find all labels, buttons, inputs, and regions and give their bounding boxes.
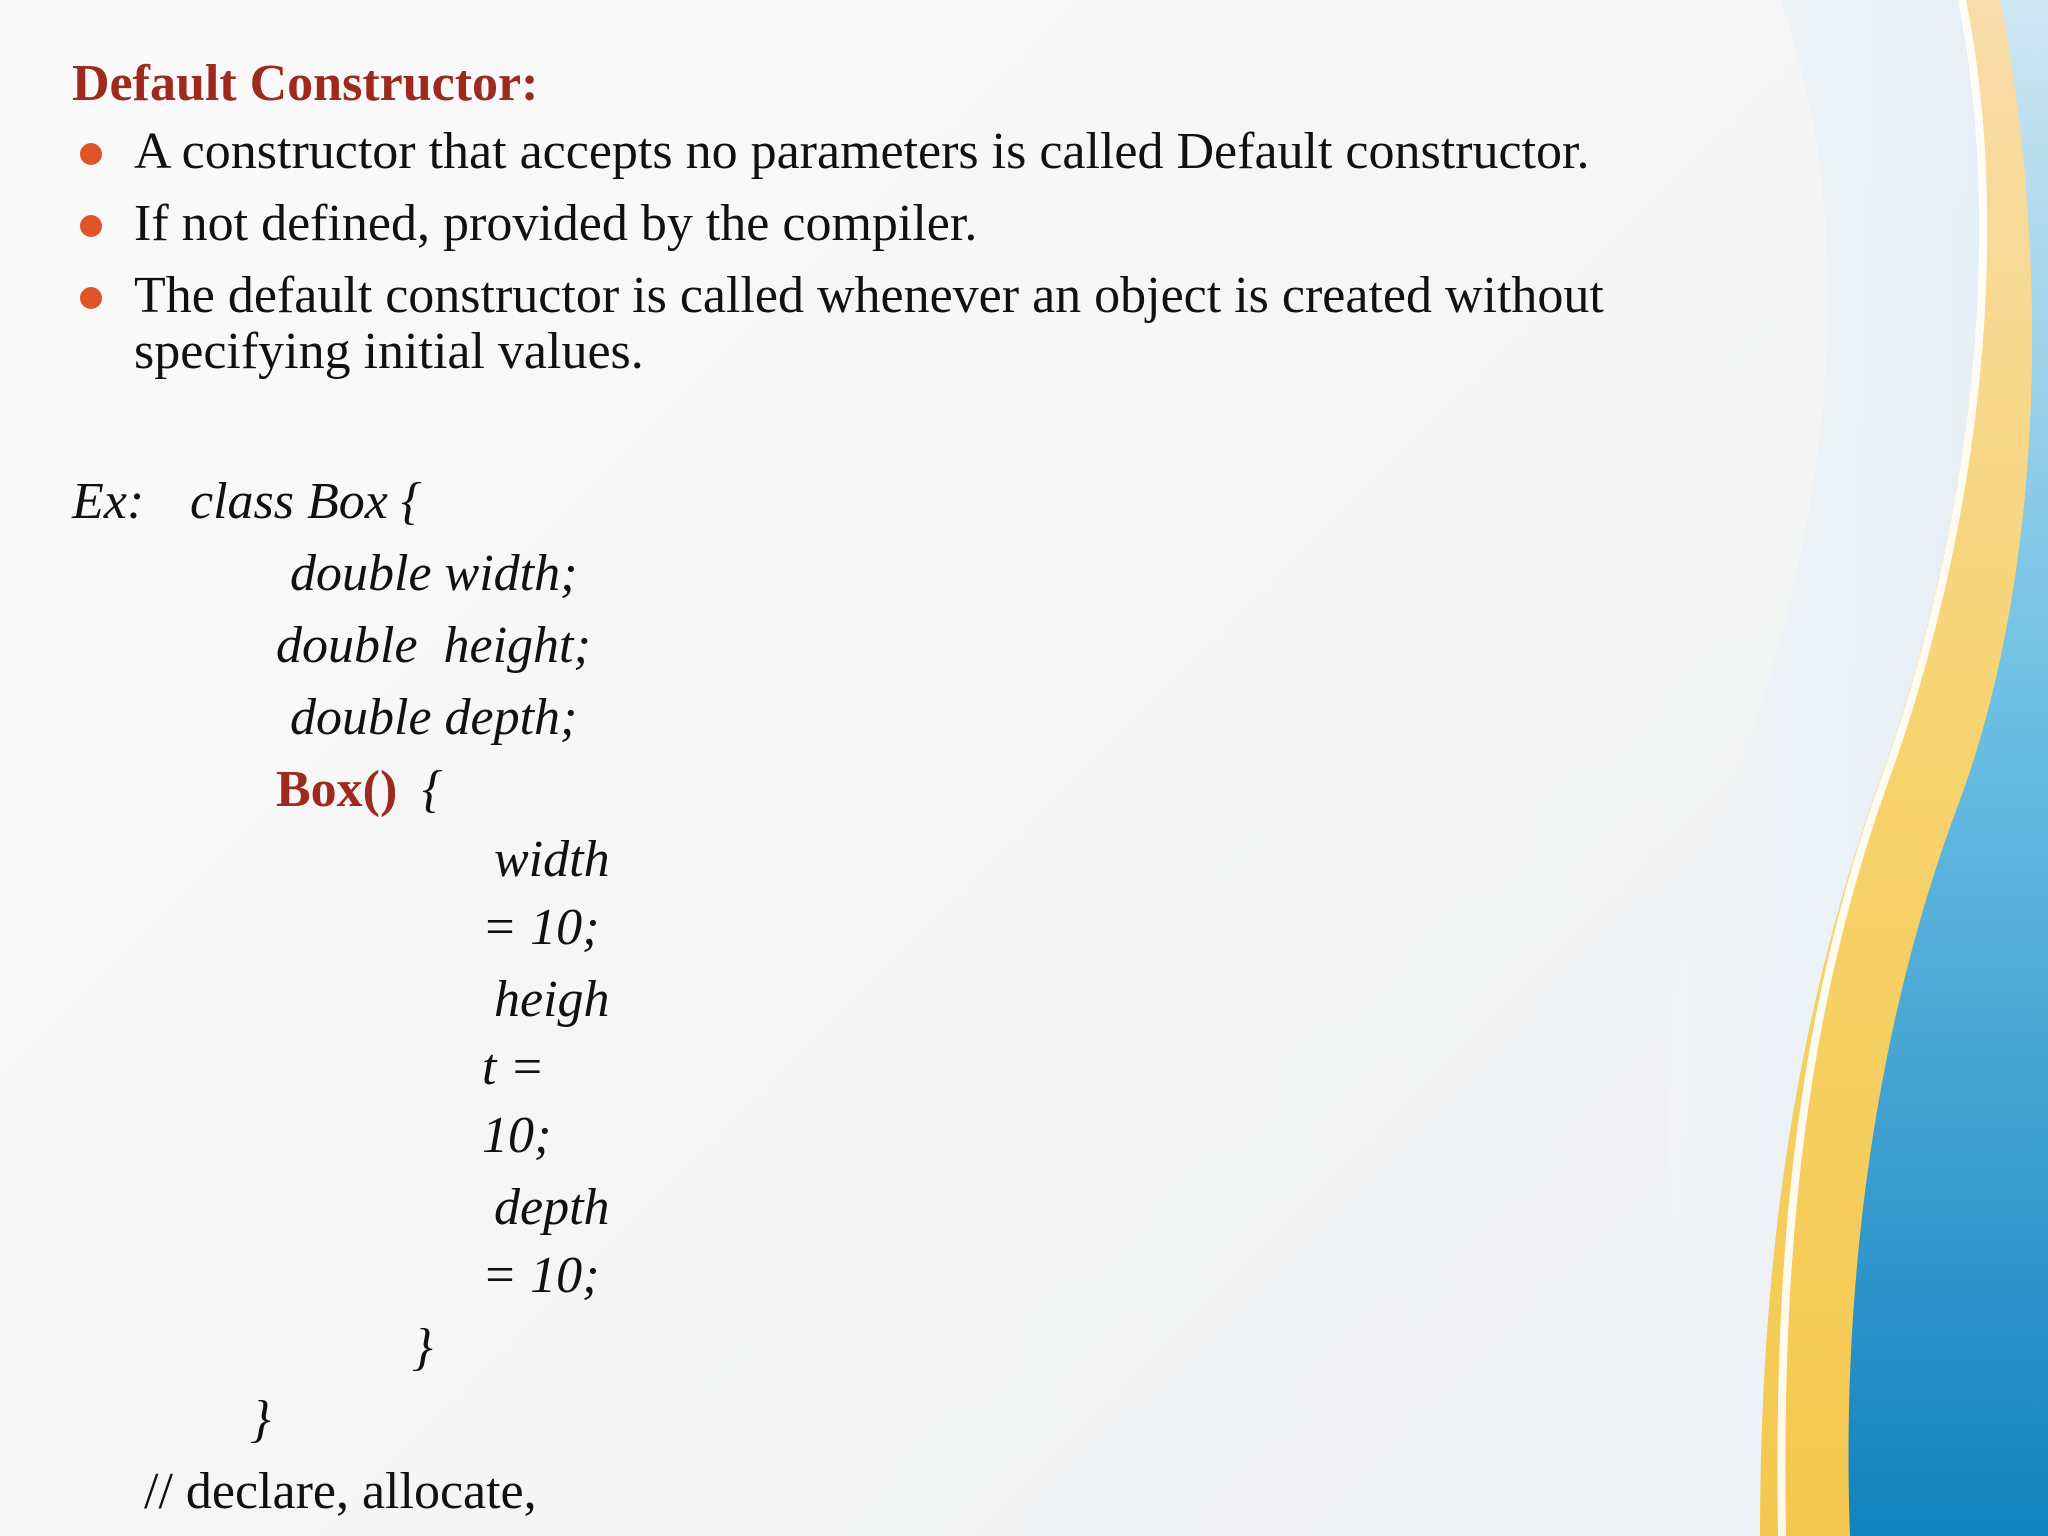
code-constructor-open-brace: { [422, 761, 443, 818]
bullet-text: The default constructor is called whenever an object is created without specifying initial values. [134, 267, 1604, 380]
bullet-item [72, 268, 1654, 380]
code-stmt-depth-part1: depth [494, 1179, 610, 1236]
bullet-item [72, 124, 1772, 180]
bullet-dot-icon [80, 287, 102, 309]
bullet-text: If not defined, provided by the compiler. [134, 195, 978, 252]
code-ex-label: Ex: [72, 473, 145, 530]
bullet-item [72, 196, 1772, 252]
code-field-width: double width; [290, 545, 578, 602]
code-field-height: double height; [276, 617, 591, 674]
code-class-close-brace: } [250, 1391, 271, 1448]
code-stmt-width-part2: = 10; [482, 899, 600, 956]
code-stmt-depth-part2: = 10; [482, 1247, 600, 1304]
code-stmt-height-part2: t = [482, 1039, 545, 1096]
code-constructor-close-brace: } [412, 1319, 433, 1376]
bullet-list [72, 124, 1772, 396]
bullet-text: A constructor that accepts no parameters is called Default constructor. [134, 123, 1590, 180]
code-comment: // declare, allocate, [144, 1463, 537, 1520]
code-stmt-width-part1: width [494, 831, 610, 888]
slide-title: Default Constructor: [72, 55, 539, 112]
code-constructor-name: Box() [276, 761, 398, 818]
code-field-depth: double depth; [290, 689, 578, 746]
code-stmt-height-part1: heigh [494, 971, 610, 1028]
bullet-dot-icon [80, 143, 102, 165]
bullet-dot-icon [80, 215, 102, 237]
code-stmt-height-part3: 10; [482, 1107, 552, 1164]
code-class-line: class Box { [190, 473, 422, 530]
